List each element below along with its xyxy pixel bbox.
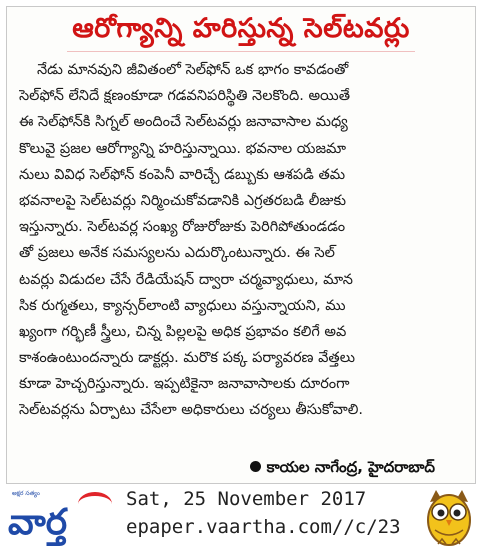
- article-line: ఇస్తున్నారు. సెల్‌టవర్ల సంఖ్య రోజురోజుకు పెరిగిపోతుండడం: [19, 219, 346, 236]
- byline-text: కాయల నాగేంద్ర, హైదరాబాద్: [266, 458, 435, 476]
- article-line: ఈ సెల్‌ఫోన్‌కి సిగ్నల్ అందించే సెల్‌టవర్లు జనావాసాల మధ్య: [19, 114, 348, 131]
- epaper-footer: [0, 484, 480, 551]
- logo-wordmark: వార్త: [8, 501, 68, 543]
- article-line: భవనాలపై సెల్‌టవర్లు నిర్మించుకోవడానికి ఎగ్రతరబడి లీజుకు: [19, 192, 347, 209]
- article-line: నులు వివిధ సెల్‌ఫోన్ కంపెనీ వారిచ్చే డబ్బుకు ఆశపడి తమ: [19, 166, 346, 183]
- article-line: నేడు మానవుని జీవితంలో సెల్‌ఫోన్ ఒక భాగం కావడంతో: [37, 62, 349, 78]
- headline-divider: [67, 51, 415, 52]
- article-headline: ఆరోగ్యాన్ని హరిస్తున్న సెల్‌టవర్లు: [72, 13, 410, 44]
- article-line: ఖ్యంగా గర్భిణీ స్త్రీలు, చిన్న పిల్లలపై అధిక ప్రభావం కలిగే అవ: [19, 323, 347, 340]
- article-body: [19, 57, 463, 424]
- article-line: సిక రుగ్మతలు, క్యాన్సర్‌లాంటి వ్యాధులు వస్తున్నాయని, ము: [19, 297, 346, 314]
- news-clipping: [6, 6, 476, 484]
- article-line: తో ప్రజలు అనేక సమస్యలను ఎదుర్కొంటున్నారు. ఈ సెల్: [19, 245, 335, 262]
- article-byline: [250, 458, 435, 480]
- article-line: కొలువై ప్రజల ఆరోగ్యాన్ని హరిస్తున్నాయి. భవనాల యజమా: [19, 140, 347, 157]
- article-line: కూడా హెచ్చరిస్తున్నారు. ఇప్పటికైనా జనావాసాలకు దూరంగా: [19, 376, 350, 393]
- logo-tagline: అక్షర సత్యం: [12, 490, 40, 497]
- edition-date: Sat, 25 November 2017: [126, 488, 367, 510]
- owl-mascot-icon: [422, 484, 476, 548]
- bullet-icon: [250, 461, 261, 472]
- article-line: కాశంఉంటుందన్నారు డాక్టర్లు. మరొక పక్క పర్యావరణ వేత్తలు: [19, 350, 356, 367]
- article-line: సెల్‌టవర్లను ఏర్పాటు చేసేలా అధికారులు చర్యలు తీసుకోవాలి.: [19, 402, 363, 419]
- article-line: సెల్‌ఫోన్ లేనిదే క్షణంకూడా గడవనిపరిస్థితి నెలకొంది. అయితే: [19, 88, 350, 105]
- vaartha-logo[interactable]: [8, 488, 116, 548]
- article-line: టవర్లు విడుదల చేసే రేడియేషన్ ద్వారా చర్మవ్యాధులు, మాన: [19, 271, 353, 288]
- epaper-link[interactable]: epaper.vaartha.com//c/23: [126, 516, 401, 538]
